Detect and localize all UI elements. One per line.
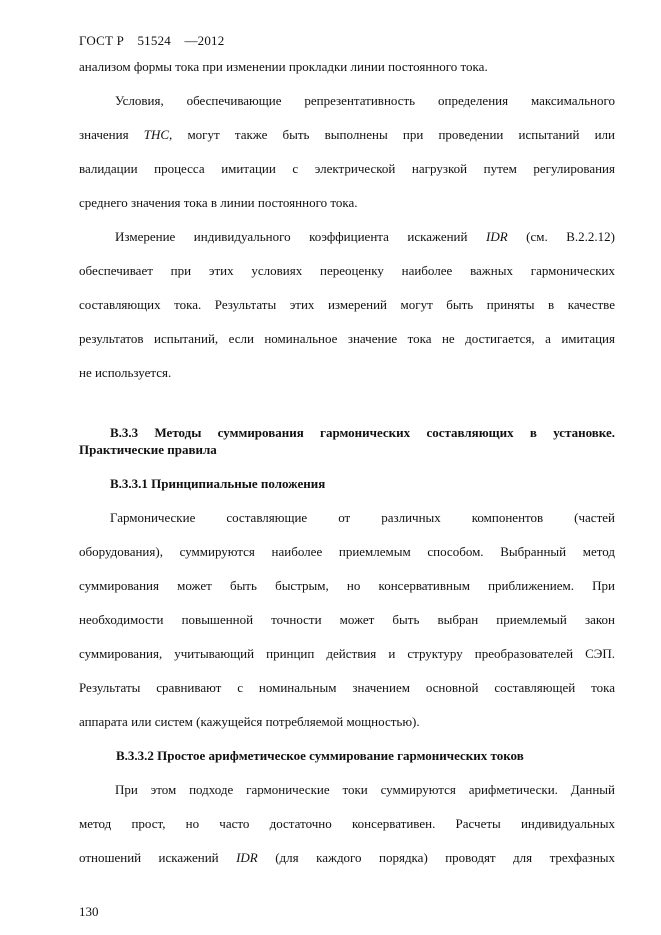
idr-term: IDR (236, 850, 258, 865)
text-line: результатов испытаний, если номинальное значение тока не достигается, а имитация (79, 331, 615, 346)
standard-code: ГОСТ Р (79, 33, 125, 48)
text-line: анализом формы тока при изменении прокладки линии постоянного тока. (79, 59, 488, 74)
text-line: Условия, обеспечивающие репрезентативность определения максимального (115, 93, 615, 108)
text-line: оборудования), суммируются наиболее приемлемым способом. Выбранный метод (79, 544, 615, 559)
text-line: составляющих тока. Результаты этих измерений могут быть приняты в качестве (79, 297, 615, 312)
section-heading-cont: Практические правила (79, 442, 217, 457)
text-line: суммирования может быть быстрым, но консервативным приближением. При (79, 578, 615, 593)
text-span: Измерение индивидуального коэффициента искажений (115, 229, 468, 244)
text-line: метод прост, но часто достаточно консервативен. Расчеты индивидуальных (79, 816, 615, 831)
text-line: необходимости повышенной точности может быть выбран приемлемый закон (79, 612, 615, 627)
text-line: При этом подходе гармонические токи суммируются арифметически. Данный (115, 782, 615, 797)
idr-term: IDR (485, 229, 508, 244)
text-span: могут также быть выполнены при проведении испытаний или (187, 127, 615, 142)
page-header (79, 33, 224, 49)
subsection-heading: В.3.3.1 Принципиальные положения (110, 476, 326, 491)
text-line (79, 850, 615, 866)
text-span: значения (79, 127, 129, 142)
text-line: суммирования, учитывающий принцип действия и структуру преобразователей СЭП. (79, 646, 615, 661)
text-line: среднего значения тока в линии постоянного тока. (79, 195, 358, 210)
page-number: 130 (79, 904, 99, 919)
text-line: валидации процесса имитации с электрической нагрузкой путем регулирования (79, 161, 615, 176)
text-line: Результаты сравнивают с номинальным значением основной составляющей тока (79, 680, 615, 695)
text-line (115, 229, 615, 245)
thc-term: THC, (143, 127, 173, 142)
standard-year: —2012 (184, 33, 225, 48)
text-line: обеспечивает при этих условиях переоценку наиболее важных гармонических (79, 263, 615, 278)
text-span: (для каждого порядка) проводят для трехфазных (275, 850, 616, 865)
text-span: (см. В.2.2.12) (526, 229, 616, 244)
text-line: аппарата или систем (кажущейся потребляемой мощностью). (79, 714, 420, 729)
text-line: не используется. (79, 365, 172, 380)
text-line: Гармонические составляющие от различных компонентов (частей (110, 510, 615, 525)
text-span: отношений искажений (79, 850, 219, 865)
standard-number: 51524 (137, 33, 171, 48)
subsection-heading: В.3.3.2 Простое арифметическое суммирование гармонических токов (116, 748, 524, 763)
text-line (79, 127, 615, 143)
section-heading: В.3.3 Методы суммирования гармонических составляющих в установке. (110, 425, 615, 440)
